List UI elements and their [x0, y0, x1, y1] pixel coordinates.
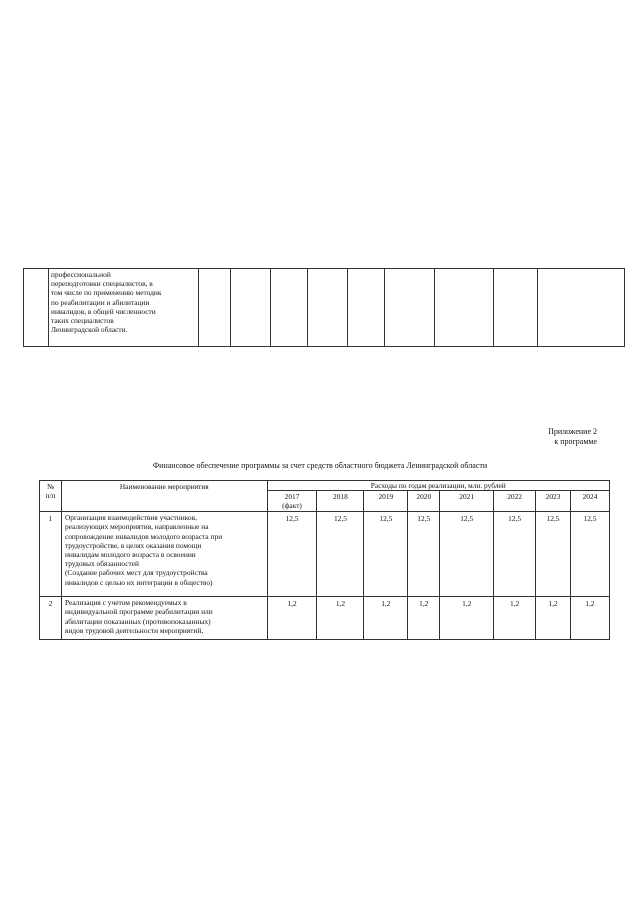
- row-name-line: трудовых обязанностей: [64, 559, 139, 569]
- row-name-line: Реализация с учетом рекомендуемых в: [64, 598, 187, 608]
- fragment-cell: [308, 269, 348, 347]
- header-year: 2018: [317, 491, 364, 512]
- table-row: [40, 597, 610, 640]
- row-value: 12,5: [267, 512, 317, 597]
- fragment-line: инвалидов, в общей численности: [51, 306, 156, 316]
- fragment-line: Ленинградской области.: [51, 325, 128, 335]
- header-year: 2024: [571, 491, 610, 512]
- table-header-row: [40, 481, 610, 491]
- row-value: 12,5: [494, 512, 536, 597]
- row-name-line: реализующих мероприятия, направленные на: [64, 522, 209, 532]
- row-value: 12,5: [536, 512, 571, 597]
- fragment-cell: [199, 269, 231, 347]
- header-year: 2021: [440, 491, 494, 512]
- fragment-cell-num: [24, 269, 49, 347]
- fragment-line: по реабилитации и абилитации: [51, 297, 150, 307]
- finance-title: Финансовое обеспечение программы за счет средств областного бюджета Ленинградской области: [152, 461, 488, 470]
- row-name-line: индивидуальной программе реабилитации или: [64, 607, 213, 617]
- fragment-line: профессиональной: [51, 270, 111, 279]
- fragment-cell: [348, 269, 385, 347]
- header-name: Наименование мероприятия: [61, 481, 267, 512]
- row-value: 12,5: [364, 512, 408, 597]
- row-name-line: видов трудовой деятельности мероприятий,: [64, 625, 204, 635]
- row-name-line: (Создание рабочих мест для трудоустройства: [64, 568, 208, 578]
- finance-table: [39, 480, 610, 640]
- row-name-line: инвалидов с целью их интеграции в общество): [64, 577, 213, 587]
- row-value: 12,5: [317, 512, 364, 597]
- fragment-cell: [538, 269, 625, 347]
- row-name-line: Организация взаимодействия участников,: [64, 513, 197, 523]
- fragment-cell-text: [49, 269, 199, 347]
- fragment-line: таких специалистов: [51, 316, 114, 326]
- row-value: 1,2: [267, 597, 317, 640]
- row-name-line: трудоустройстве, в целях оказания помощи: [64, 540, 202, 550]
- row-value: 12,5: [440, 512, 494, 597]
- row-name-line: сопровождение инвалидов молодого возраста при: [64, 531, 223, 541]
- header-num-line: №: [46, 482, 54, 491]
- row-name: [61, 512, 267, 597]
- table-row: [24, 269, 625, 347]
- fragment-cell: [494, 269, 538, 347]
- header-expenses: Расходы по годам реализации, млн. рублей: [267, 481, 609, 491]
- row-value: 12,5: [408, 512, 440, 597]
- fragment-cell: [435, 269, 494, 347]
- header-year: 2019: [364, 491, 408, 512]
- appendix-line: к программе: [554, 437, 597, 446]
- fragment-table: [23, 268, 625, 347]
- row-value: 1,2: [364, 597, 408, 640]
- row-name-line: инвалидам молодого возраста в освоении: [64, 550, 196, 560]
- row-num: 1: [40, 512, 62, 597]
- header-year: 2023: [536, 491, 571, 512]
- row-name: [61, 597, 267, 640]
- row-value: 1,2: [571, 597, 610, 640]
- row-value: 1,2: [317, 597, 364, 640]
- header-year: [267, 491, 317, 512]
- header-num: [40, 481, 62, 512]
- row-num: 2: [40, 597, 62, 640]
- row-name-line: абилитации показанных (противопоказанных): [64, 616, 211, 626]
- header-year: 2020: [408, 491, 440, 512]
- row-value: 1,2: [536, 597, 571, 640]
- header-num-line: п/п: [45, 491, 56, 501]
- row-value: 1,2: [408, 597, 440, 640]
- appendix-label: [548, 427, 597, 447]
- row-value: 1,2: [494, 597, 536, 640]
- appendix-line: Приложение 2: [548, 427, 597, 436]
- fragment-cell: [385, 269, 435, 347]
- row-value: 1,2: [440, 597, 494, 640]
- year-label: 2017: [284, 492, 300, 502]
- fragment-line: переподготовки специалистов, в: [51, 279, 153, 289]
- row-value: 12,5: [571, 512, 610, 597]
- fragment-line: том числе по применению методик: [51, 288, 162, 298]
- year-fact-label: (факт): [282, 501, 302, 511]
- fragment-cell: [231, 269, 271, 347]
- fragment-cell: [271, 269, 308, 347]
- table-row: [40, 512, 610, 597]
- header-year: 2022: [494, 491, 536, 512]
